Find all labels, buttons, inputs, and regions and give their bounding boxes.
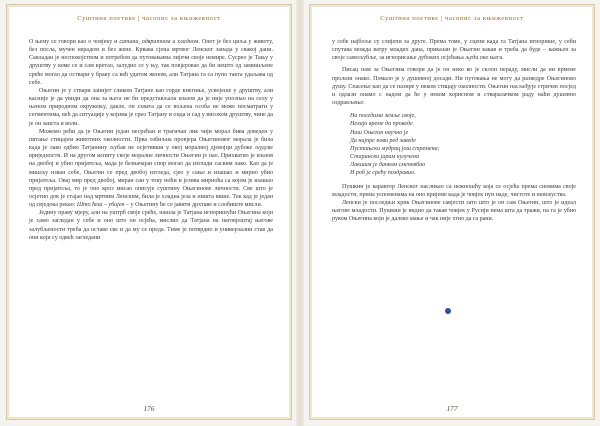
verse-line: Нехајо време да проведе [350,121,413,128]
right-paragraph-2: Писац нам за Оњегина говори да је он неко ко је склон нераду, мисли да ни врмене пролази онако. Помало је у душевној досади. Ни путовања не могу да разведре Оњегиново душу. Спасење као да се назире у неком стицају околности. Оњегин насљеђује стричев посјед и одлази онамо с надом да ће у неком корисном и стваралачком раду наћи душевно оздрављење: [332,67,576,107]
verse-line: Наш Оњегин научно је [350,129,409,136]
verse-line: И роб је срећу поздравио. [350,170,416,177]
verse-line: Пустињски мудрац још стремена; [350,145,440,152]
book-gutter [296,0,304,426]
left-p3-text-b: – у Оњегину ће се јавити дрхтаве и слобиште мисли. [124,202,263,209]
left-paragraph-4: Једину праву мјеру, али на уштрб своје среће, нашла је Татјана игноришући Оњегина који је само загледан у себе и оно што он осјећа, мислио да Татјана на наговјештај његове залубљености треба да оставе све и да му се преда. Тиме је потврдио и универзални став да они који су одвећ загледани [29,210,273,241]
blue-dot-ornament-icon [445,308,451,314]
left-p3-emphasis: Што ћеш – убијен [76,202,125,209]
right-paragraph-4: Ленски је последњи крик Оњегинове савјести зато што је он сам Оњегин, што је идеал његове младости. Пушкин је видио да такав човјек у Русији нема шта да тражи, па га је убио руком Оњегина који је далеко мање и чак није хтио да га рани. [332,199,576,223]
right-paragraph-1 [332,38,576,62]
left-page-body [29,38,273,242]
left-p1-text-b: . Опет је без циља у животу, без посла, мучен нерадом и без жене. Крвава сјена мртвог Ленског запада у свакој дани. Савладан је неспокојством и потребом да путовањима лијечи своје немире. Сусрео је Тању у друштву у коме се и сам кретао, залудно се у њу, так повјеровао да би нешто од замишљене среће могао да оствари у браку са већ удатом женом, али Татјана га са пуно такта удаљава од себе. [29,39,273,86]
left-page-header: Суштина поетике | часопис за књижевност [77,15,221,22]
left-p1-text-a: О њему се говори као о човјеку и [29,39,120,45]
verse-line: Старински јарам кулучена [350,154,419,161]
verse-line: Лакшим је данком сменевбио [350,162,426,169]
left-page-number: 176 [143,404,155,413]
right-paragraph-3: Пушкин је карактер Ленског насликао са нежношћу која се осјећа према сновима своје младости, према успоменама на оно вријеме када је човјек пун наде, чистоте и неискуства. [332,183,576,198]
verse-line: На поседима земље своје, [350,113,416,120]
left-p1-emphasis: сатани, одвратном и хладном [119,39,199,45]
right-page [309,4,595,420]
right-page-number: 177 [446,404,458,413]
verse-block [350,112,576,177]
right-p1-emphasis: људи око [465,55,489,62]
verse-line: Да најпре нови ред заведе [350,137,416,144]
right-p1-text-a: у себе најбоље су слијепи за друге. Према томе, у сцени када га Татјана игнорише, у себи спутава можда ватру младих дана, приказан је Оњегин какав и треба да буде – кажњен за своје самољубље, за игнорисање дубоких осјећања [332,39,576,62]
left-paragraph-2: Оњегин је у ствари занијет сликом Татјане као горде кнегиње, усвојеше у друштву, али касније је да увиди да она за њега не би представљала изазов да је није упознао на селу у њеном природном окружењу, дакле, он схвата да се вољена особа не може посматрати у сегментима, већ да ситуације у којима је срео Татјану и онда и сад у високом друштву, чине да је он заиста и воли. [29,87,273,127]
left-paragraph-3 [29,128,273,210]
left-p3-text-a: Можемо рећи да је Оњегин један несрећан и трагичан лик чији морал бива доведен у питање стицајем животних околности. Прва озбиљна провјера Оњегиновог морала је била када је лако одбио Татјанину љубав не осјетивши у овој моралној дјевојци дубоке људске вриједности. И на другом испиту своје моралне личности Оњегин је пао. Прихватио је изазов на двобој и убио пријатеља, мада је безначајан спор могао да изглади сасвим лако. Као да је мишљу изван себе, Оњегин се пред двобој изгледа, сјео у сање и изашао и мирно убио пријатеља. Овај мир пред двобој, миран сан у току ноћи и језива мирноћа са којом је изашао пред пријатеља, то је оно кроз мисао описује суштину Оњегинове личности. Све што је осјетио док је стајао над мртвим Ленским, била је хладна језа и ништа више. Тек кад је један од свједока рекао: [29,128,273,209]
left-page [6,4,292,420]
right-p1-text-b: њега. [488,55,504,62]
left-paragraph-1 [29,38,273,87]
right-page-body [332,38,576,223]
right-page-header: Суштина поетике | часопис за књижевност [380,15,524,22]
